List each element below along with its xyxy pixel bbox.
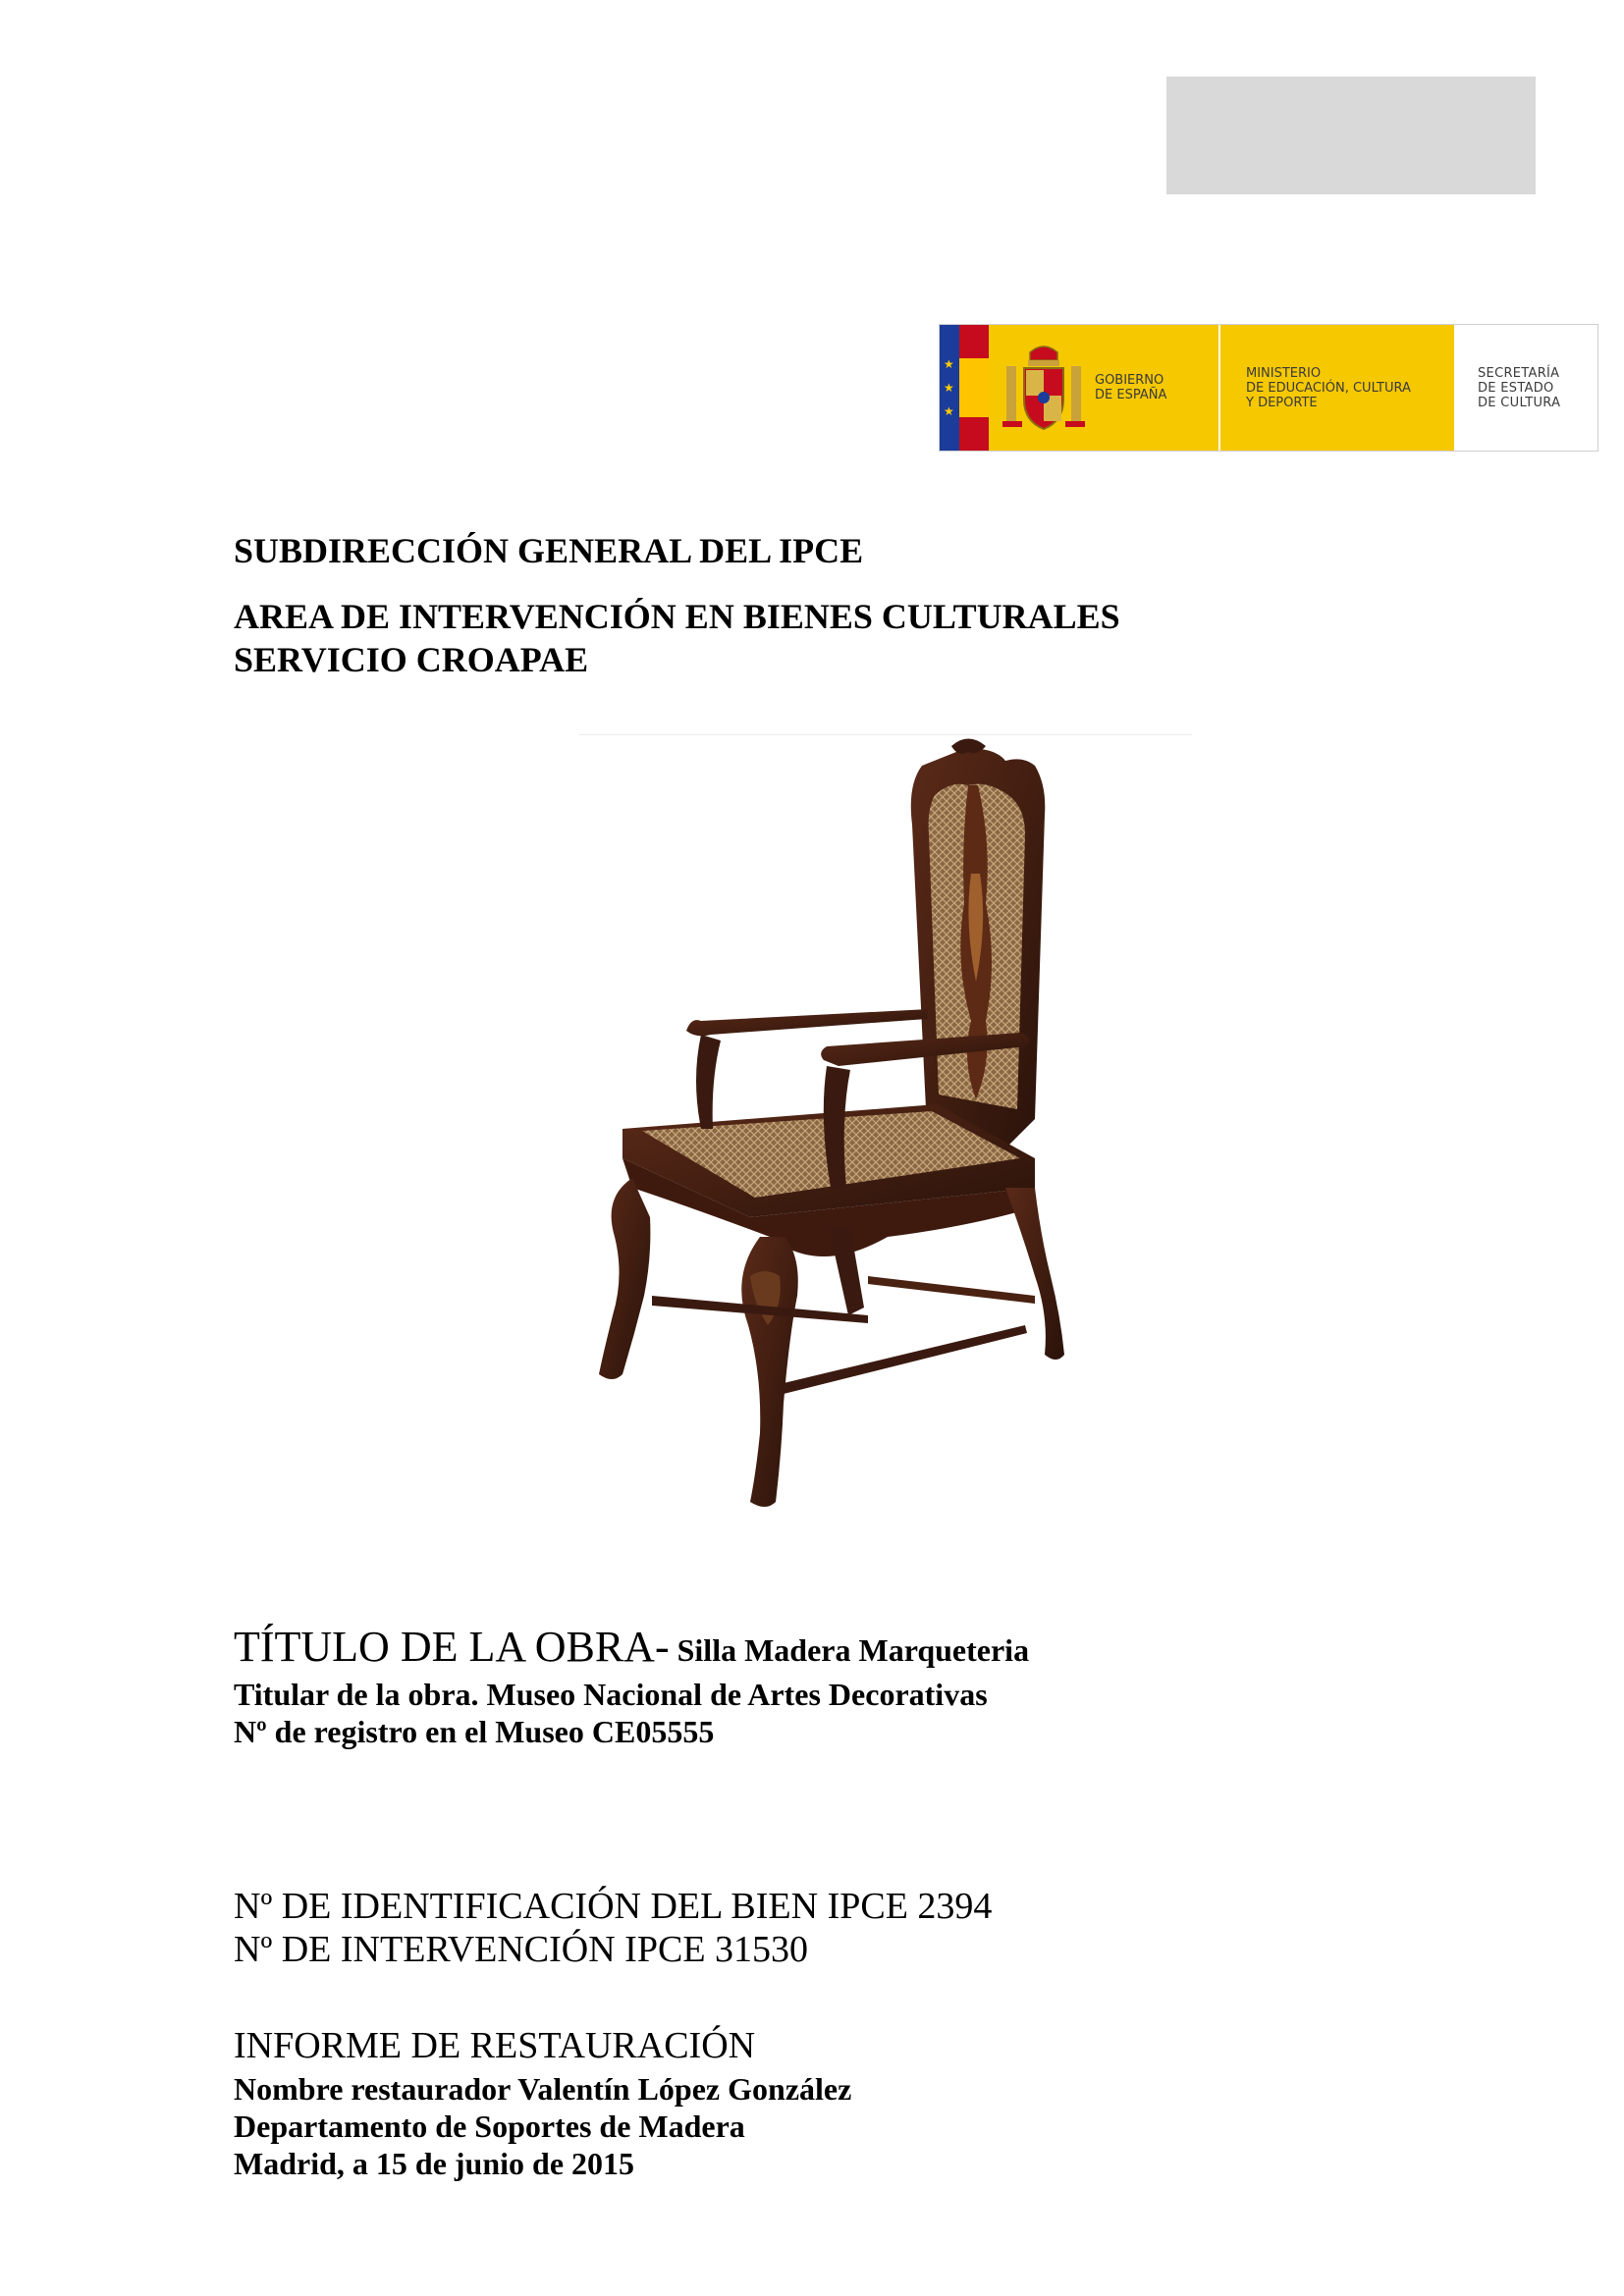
header-subdireccion: SUBDIRECCIÓN GENERAL DEL IPCE bbox=[234, 531, 864, 570]
id-intervencion: Nº DE INTERVENCIÓN IPCE 31530 bbox=[234, 1929, 809, 1970]
header-servicio: SERVICIO CROAPAE bbox=[234, 640, 589, 679]
government-logo-banner bbox=[939, 324, 1598, 452]
gobierno-panel bbox=[989, 325, 1220, 451]
secretaria-panel bbox=[1456, 325, 1597, 451]
eu-stars-strip: ★ ★ ★ bbox=[940, 325, 959, 451]
ministerio-text: MINISTERIO DE EDUCACIÓN, CULTURA Y DEPORTE bbox=[1246, 365, 1411, 410]
obra-titulo-valor: Silla Madera Marqueteria bbox=[669, 1632, 1030, 1668]
informe-restaurador: Nombre restaurador Valentín López González bbox=[234, 2071, 852, 2107]
header-area: AREA DE INTERVENCIÓN EN BIENES CULTURALES bbox=[234, 597, 1120, 636]
obra-titular: Titular de la obra. Museo Nacional de Artes Decorativas bbox=[234, 1677, 988, 1712]
gray-placeholder-box bbox=[1166, 77, 1536, 194]
secretaria-text: SECRETARÍA DE ESTADO DE CULTURA bbox=[1478, 365, 1561, 410]
gobierno-text: GOBIERNO DE ESPAÑA bbox=[1095, 373, 1167, 402]
obra-registro: Nº de registro en el Museo CE05555 bbox=[234, 1714, 715, 1749]
informe-departamento: Departamento de Soportes de Madera bbox=[234, 2109, 745, 2144]
ministerio-panel bbox=[1220, 325, 1456, 451]
informe-titulo: INFORME DE RESTAURACIÓN bbox=[234, 2025, 756, 2066]
id-bien: Nº DE IDENTIFICACIÓN DEL BIEN IPCE 2394 bbox=[234, 1886, 993, 1927]
flag-strip bbox=[940, 325, 989, 451]
obra-titulo bbox=[234, 1622, 1029, 1672]
obra-titulo-label: TÍTULO DE LA OBRA- bbox=[234, 1623, 670, 1671]
chair-photo bbox=[573, 726, 1192, 1531]
coat-of-arms-icon bbox=[1001, 339, 1087, 437]
informe-fecha: Madrid, a 15 de junio de 2015 bbox=[234, 2146, 635, 2181]
